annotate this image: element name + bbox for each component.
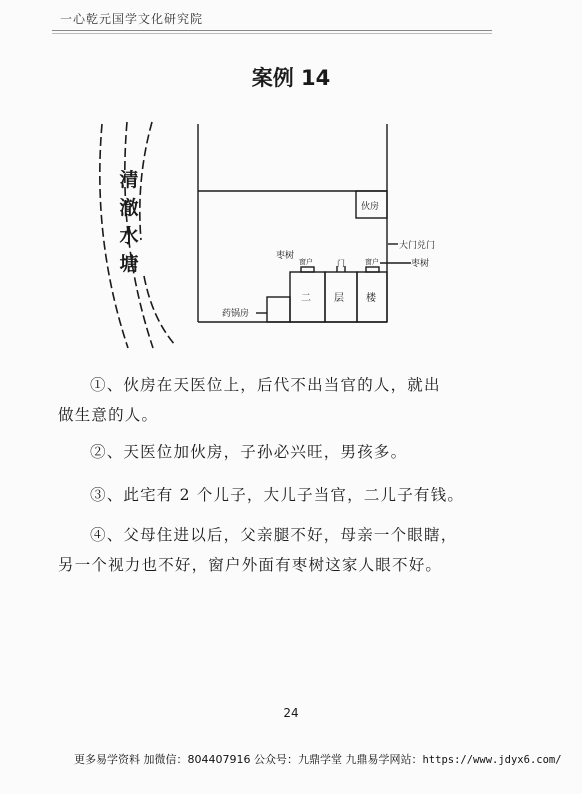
floor-label-2: 二 [301,293,311,304]
paragraph-line: ②、天医位加伙房，子孙必兴旺，男孩多。 [90,443,408,461]
running-header: 一心乾元国学文化研究院 [60,12,204,26]
case-title: 案例 14 [251,66,331,90]
pond-char: 澈 [119,197,139,219]
footer-promo [74,751,562,767]
paragraph-line: 另一个视力也不好，窗户外面有枣树这家人眼不好。 [58,556,443,574]
floor-label-ceng: 层 [334,293,344,304]
paragraph-line: ③、此宅有 2 个儿子，大儿子当官，二儿子有钱。 [90,486,465,504]
pond-edge-3 [140,122,152,240]
herb-room [267,297,290,322]
kitchen-label: 伙房 [361,202,380,212]
paragraph-4 [58,520,498,580]
paragraph-3 [58,480,498,510]
paragraph-1 [58,370,498,430]
window-right-label: 窗户 [365,258,379,266]
paragraph-line: ④、父母住进以后，父亲腿不好，母亲一个眼瞎， [90,526,458,544]
page-number: 24 [283,706,299,720]
herb-room-label: 药锅房 [222,309,250,319]
window-left-label: 窗户 [299,258,313,266]
footer-website-link[interactable]: https://www.jdyx6.com/ [422,754,562,766]
main-gate-label: 大门兑门 [399,241,436,251]
window-right-mark [366,267,379,272]
door-label: 门 [337,259,345,268]
pond-char: 水 [119,225,139,247]
paragraph-2 [58,437,498,467]
floor-label-lou: 楼 [366,293,376,304]
window-left-mark [301,267,314,272]
paragraph-line: ①、伙房在天医位上，后代不出当官的人，就出 [90,376,441,394]
floor-plan-diagram [0,0,582,360]
paragraph-line: 做生意的人。 [58,406,159,424]
jujube-tree-left-label: 枣树 [276,251,295,261]
footer-text: 更多易学资料 加微信：804407916 公众号：九鼎学堂 九鼎易学网站： [74,753,423,766]
jujube-tree-right-label: 枣树 [411,259,430,269]
pond-char: 清 [119,169,139,191]
pond-char: 塘 [119,253,139,275]
